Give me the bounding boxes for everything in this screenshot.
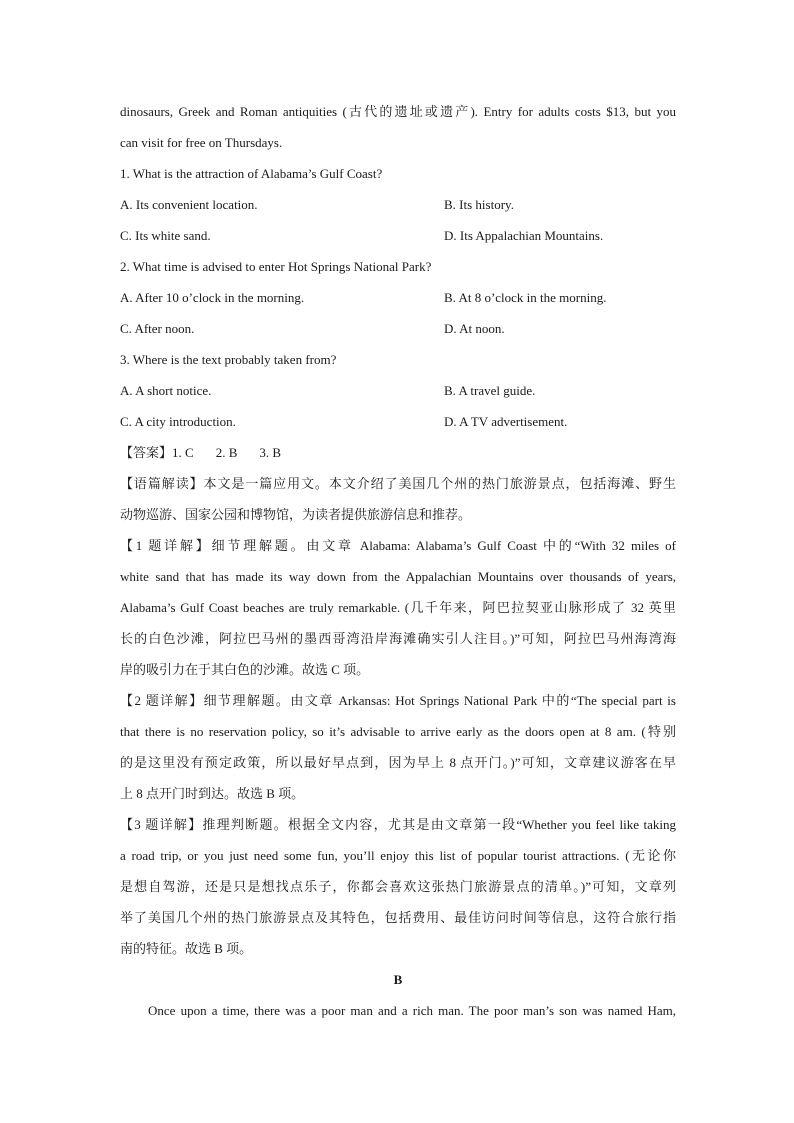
option-d: D. At noon. xyxy=(444,321,505,336)
question-2-options-row-2 xyxy=(120,313,676,344)
detail-2-line-3: 的是这里没有预定政策，所以最好早点到，因为早上 8 点开门。)”可知，文章建议游客在早 xyxy=(120,755,676,770)
detail-3-line-3: 是想自驾游，还是只是想找点乐子，你都会喜欢这张热门旅游景点的清单。)”可知，文章列 xyxy=(120,879,676,894)
answer-3: 3. B xyxy=(259,445,282,460)
question-1-options-row-1 xyxy=(120,189,676,220)
intro-paragraph xyxy=(120,96,676,158)
answers-label: 【答案】 xyxy=(120,445,173,460)
option-b: B. Its history. xyxy=(444,197,514,212)
intro-line-2: can visit for free on Thursdays. xyxy=(120,135,283,150)
option-b: B. At 8 o’clock in the morning. xyxy=(444,290,607,305)
question-2: 2. What time is advised to enter Hot Springs National Park? xyxy=(120,259,432,274)
detail-3-line-1: 【3 题详解】推理判断题。根据全文内容，尤其是由文章第一段“Whether you feel like taking xyxy=(120,817,676,832)
analysis-label: 【语篇解读】 xyxy=(120,476,204,491)
section-b-heading: B xyxy=(393,972,403,987)
option-a: A. Its convenient location. xyxy=(120,197,258,212)
question-1-options-row-2 xyxy=(120,220,676,251)
detail-3-label: 【3 题详解】 xyxy=(120,817,203,832)
detail-1-line-2: white sand that has made its way down from the Appalachian Mountains over thousands of years, xyxy=(120,569,676,584)
option-d: D. Its Appalachian Mountains. xyxy=(444,228,604,243)
detail-3-line-4: 举了美国几个州的热门旅游景点及其特色，包括费用、最佳访问时间等信息，这符合旅行指 xyxy=(120,910,676,925)
intro-line-1: dinosaurs, Greek and Roman antiquities (古代的遗址或遗产). Entry for adults costs $13, but you xyxy=(120,104,676,119)
detail-1-line-3: Alabama’s Gulf Coast beaches are truly remarkable. (几千年来，阿巴拉契亚山脉形成了 32 英里 xyxy=(120,600,676,615)
question-3: 3. Where is the text probably taken from? xyxy=(120,352,337,367)
question-2-options-row-1 xyxy=(120,282,676,313)
questions-section xyxy=(120,158,676,1026)
option-a: A. A short notice. xyxy=(120,383,212,398)
option-c: C. A city introduction. xyxy=(120,414,236,429)
detail-2-line-2: that there is no reservation policy, so it’s advisable to arrive early as the doors open at 8 am. (特别 xyxy=(120,724,676,739)
detail-2-line-1: 【2 题详解】细节理解题。由文章 Arkansas: Hot Springs National Park 中的“The special part is xyxy=(120,693,676,708)
detail-1-label: 【1 题详解】 xyxy=(120,538,212,553)
option-d: D. A TV advertisement. xyxy=(444,414,568,429)
analysis-line-2: 动物巡游、国家公园和博物馆，为读者提供旅游信息和推荐。 xyxy=(120,507,472,522)
question-1: 1. What is the attraction of Alabama’s Gulf Coast? xyxy=(120,166,383,181)
analysis-line-1: 【语篇解读】本文是一篇应用文。本文介绍了美国几个州的热门旅游景点，包括海滩、野生 xyxy=(120,476,676,491)
detail-1-line-5: 岸的吸引力在于其白色的沙滩。故选 C 项。 xyxy=(120,662,370,677)
detail-3-line-2: a road trip, or you just need some fun, you’ll enjoy this list of popular tourist attractions. (无论你 xyxy=(120,848,676,863)
answer-2: 2. B xyxy=(215,445,238,460)
detail-2-label: 【2 题详解】 xyxy=(120,693,204,708)
question-3-options-row-1 xyxy=(120,375,676,406)
detail-3-line-5: 南的特征。故选 B 项。 xyxy=(120,941,253,956)
question-3-options-row-2 xyxy=(120,406,676,437)
option-b: B. A travel guide. xyxy=(444,383,536,398)
option-a: A. After 10 o’clock in the morning. xyxy=(120,290,305,305)
detail-1-line-4: 长的白色沙滩，阿拉巴马州的墨西哥湾沿岸海滩确实引人注目。)”可知，阿拉巴马州海湾海 xyxy=(120,631,676,646)
detail-2-line-4: 上 8 点开门时到达。故选 B 项。 xyxy=(120,786,305,801)
answer-1: 1. C xyxy=(172,445,194,460)
section-b-line-1: Once upon a time, there was a poor man and a rich man. The poor man’s son was named Ham, xyxy=(148,1003,676,1018)
option-c: C. After noon. xyxy=(120,321,195,336)
detail-1-line-1: 【1 题详解】细节理解题。由文章 Alabama: Alabama’s Gulf Coast 中的“With 32 miles of xyxy=(120,538,676,553)
option-c: C. Its white sand. xyxy=(120,228,211,243)
answers-line xyxy=(120,437,676,468)
